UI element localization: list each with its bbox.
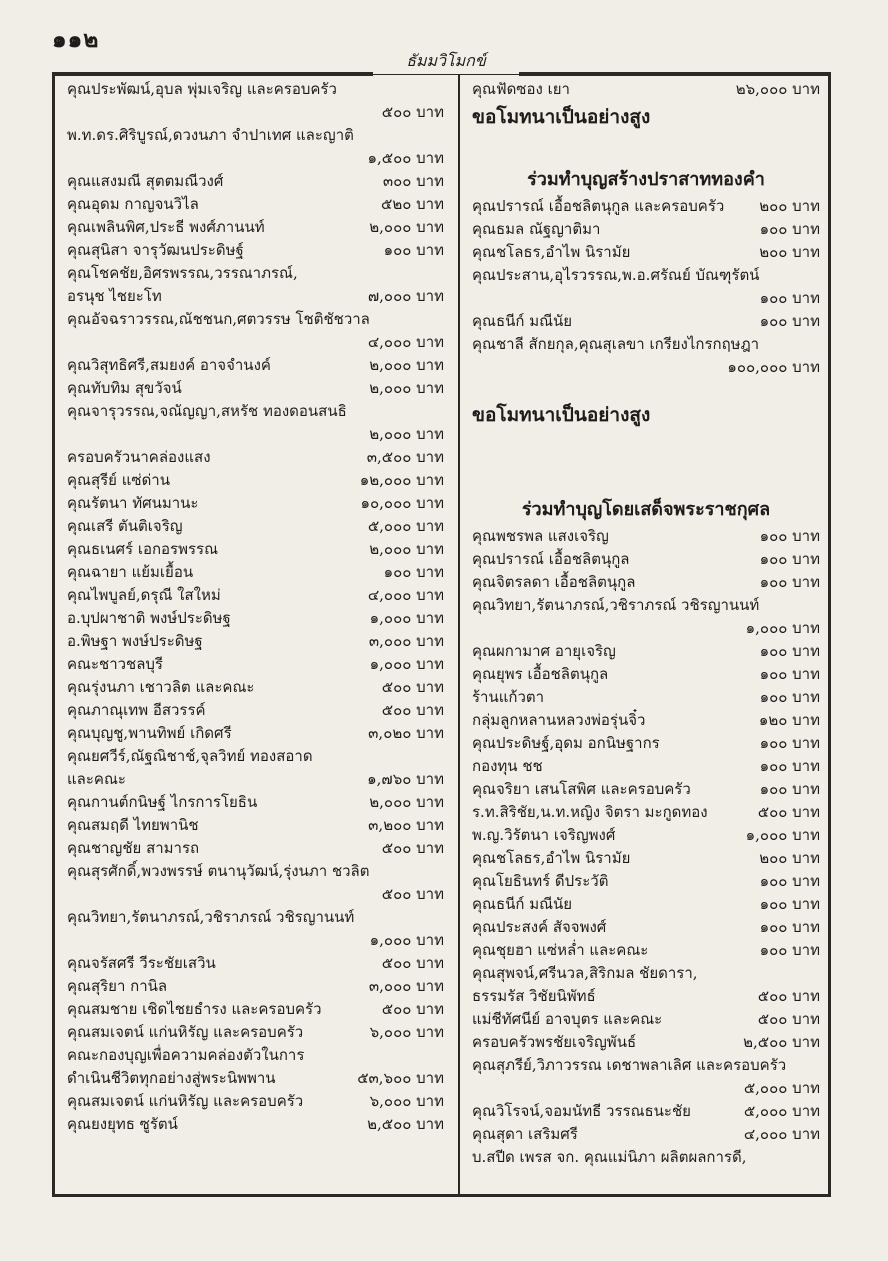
donation-amount: ๕๐๐ บาท <box>757 987 820 1005</box>
section-heading: ขอโมทนาเป็นอย่างสูง <box>472 404 651 426</box>
donation-amount: ๑,๐๐๐ บาท <box>745 619 820 637</box>
donation-amount: ๕๐๐ บาท <box>381 678 444 696</box>
donation-amount: ๑๐๐ บาท <box>383 241 444 259</box>
donation-amount: ๖,๐๐๐ บาท <box>369 1023 444 1041</box>
donation-amount: ๑๐๐ บาท <box>759 941 820 959</box>
donor-name: คุณสุนิสา จารุวัฒนประดิษฐ์ <box>67 241 244 259</box>
donor-name: ดำเนินชีวิตทุกอย่างสู่พระนิพพาน <box>67 1069 276 1087</box>
donation-amount: ๔,๐๐๐ บาท <box>743 1125 820 1143</box>
donation-amount: ๓,๒๐๐ บาท <box>368 816 444 834</box>
donor-name: คุณสุรศักดิ์,พวงพรรษ์ ตนานุวัฒน์,รุ่งนภา ชวลิต <box>67 862 370 880</box>
donor-name: คุณสมเจตน์ แก่นหิรัญ และครอบครัว <box>67 1092 304 1110</box>
header-rule-left <box>55 74 373 76</box>
donation-amount: ๑๐๐,๐๐๐ บาท <box>727 358 820 376</box>
donor-name: คุณจารุวรรณ,จณัญญา,สหรัช ทองดอนสนธิ <box>67 402 347 420</box>
donor-name: คุณโยธินทร์ ดีประวัติ <box>472 872 609 890</box>
donation-amount: ๒,๕๐๐ บาท <box>367 1115 444 1133</box>
donor-row <box>67 193 444 216</box>
donation-amount: ๒๐๐ บาท <box>759 197 820 215</box>
donor-name: คุณสมฤดี ไทยพานิช <box>67 816 199 834</box>
donor-name: คุณสุริยา กานิล <box>67 977 168 995</box>
spacer <box>472 133 820 165</box>
donor-name: คุณสุพจน์,ศรีนวล,สิริกมล ชัยดารา, <box>472 964 698 982</box>
donor-name: คณะชาวชลบุรี <box>67 655 163 673</box>
donor-row <box>67 1067 444 1090</box>
donation-amount: ๓๐๐ บาท <box>382 172 444 190</box>
donor-row <box>472 916 820 939</box>
header-rule-right <box>519 74 831 76</box>
donor-row <box>67 975 444 998</box>
donor-name: พ.ญ.วิรัตนา เจริญพงศ์ <box>472 826 616 844</box>
donor-row <box>67 837 444 860</box>
column-divider <box>458 75 460 1194</box>
donation-amount: ๑๐๐ บาท <box>759 550 820 568</box>
donor-name: คุณแสงมณี สุตตมณีวงศ์ <box>67 172 224 190</box>
donor-row <box>472 1008 820 1031</box>
spacer <box>472 379 820 399</box>
donor-name: คุณกานต์กนิษฐ์ ไกรการโยธิน <box>67 793 258 811</box>
donation-amount: ๑๐๐ บาท <box>759 312 820 330</box>
donor-row <box>67 446 444 469</box>
donation-amount: ๑,๐๐๐ บาท <box>369 931 444 949</box>
donation-amount: ๔,๐๐๐ บาท <box>367 586 444 604</box>
running-title: ธัมมวิโมกข์ <box>373 49 519 74</box>
donation-amount: ๑,๐๐๐ บาท <box>745 826 820 844</box>
donor-row <box>67 814 444 837</box>
donor-name: กลุ่มลูกหลานหลวงพ่อรุ่นจิ๋ว <box>472 711 646 729</box>
donation-amount: ๓,๐๐๐ บาท <box>368 977 444 995</box>
donor-row <box>472 686 820 709</box>
donation-amount: ๑,๐๐๐ บาท <box>369 609 444 627</box>
donor-name: ครอบครัวนาคล่องแสง <box>67 448 211 466</box>
donor-name: คุณวิโรจน์,จอมนัทธี วรรณธนะชัย <box>472 1102 691 1120</box>
donor-name: คุณวิสุทธิศรี,สมยงค์ อาจจำนงค์ <box>67 356 271 374</box>
donor-row <box>472 985 820 1008</box>
donor-name: คุณปรารณ์ เอื้อชลิตนุกูล และครอบครัว <box>472 197 725 215</box>
donor-name: คุณรุ่งนภา เชาวลิต และคณะ <box>67 678 255 696</box>
donor-name: คุณสุรีย์ แซ่ด่าน <box>67 471 170 489</box>
donation-amount: ๓,๐๒๐ บาท <box>368 724 444 742</box>
donor-name: คุณอัจฉราวรรณ,ณัชชนก,ศตวรรษ โชติชัชวาล <box>67 310 370 328</box>
donation-amount: ๒๐๐ บาท <box>759 243 820 261</box>
donor-name: คุณประสงค์ สัจจพงศ์ <box>472 918 607 936</box>
donor-row <box>472 640 820 663</box>
donor-row <box>67 170 444 193</box>
donor-name: บ.สปีด เพรส จก. คุณแม่นิภา ผลิตผลการดี, <box>472 1148 747 1166</box>
donor-row <box>472 525 820 548</box>
donor-name: คุณอุดม กาญจนวิไล <box>67 195 199 213</box>
donor-row <box>472 709 820 732</box>
donation-amount: ๑๐๐ บาท <box>759 665 820 683</box>
donor-name: คุณเพลินพิศ,ประธี พงศ์ภานนท์ <box>67 218 265 236</box>
donor-name: อ.บุปผาชาติ พงษ์ประดิษฐ <box>67 609 231 627</box>
donation-amount: ๕๐๐ บาท <box>381 1000 444 1018</box>
donor-row <box>472 571 820 594</box>
donation-amount: ๑๐๐ บาท <box>759 780 820 798</box>
donor-row <box>472 310 820 333</box>
donation-amount: ๒,๐๐๐ บาท <box>369 218 444 236</box>
donation-amount: ๒๖,๐๐๐ บาท <box>735 80 820 98</box>
donor-name: คุณธนีก์ มณีนัย <box>472 312 573 330</box>
donor-row <box>67 722 444 745</box>
donor-name: คุณสุภรีย์,วิภาวรรณ เดชาพลาเลิศ และครอบครัว <box>472 1056 787 1074</box>
donor-row <box>67 492 444 515</box>
donor-name: คุณผกามาศ อายุเจริญ <box>472 642 616 660</box>
section-heading: ขอโมทนาเป็นอย่างสูง <box>472 106 651 128</box>
donation-amount: ๖,๐๐๐ บาท <box>369 1092 444 1110</box>
donation-amount: ๕๐๐ บาท <box>757 803 820 821</box>
donor-row <box>67 1113 444 1136</box>
left-column <box>67 78 444 1136</box>
donor-row <box>472 732 820 755</box>
donor-name: คุณธมล ณัฐญาติมา <box>472 220 601 238</box>
donor-name: อ.พิษฐา พงษ์ประดิษฐ <box>67 632 203 650</box>
donor-row <box>67 469 444 492</box>
donation-amount: ๑,๕๐๐ บาท <box>367 149 444 167</box>
donor-row <box>67 515 444 538</box>
donation-amount: ๑๐๐ บาท <box>759 734 820 752</box>
donor-row <box>472 78 820 101</box>
donor-name: ธรรมรัส วิชัยนิพัทธ์ <box>472 987 596 1005</box>
donation-amount: ๕,๐๐๐ บาท <box>743 1102 820 1120</box>
donation-amount: ๑๐๐ บาท <box>759 220 820 238</box>
donation-amount: ๓,๕๐๐ บาท <box>366 448 444 466</box>
donor-name: คุณจิตรลดา เอื้อชลิตนุกูล <box>472 573 636 591</box>
donor-name: คุณปรารณ์ เอื้อชลิตนุกูล <box>472 550 630 568</box>
donor-row <box>67 538 444 561</box>
donation-amount: ๒,๐๐๐ บาท <box>369 540 444 558</box>
donor-name: คุณวิทยา,รัตนาภรณ์,วชิราภรณ์ วชิรญานนท์ <box>472 596 760 614</box>
donation-amount: ๕,๐๐๐ บาท <box>743 1079 820 1097</box>
donor-row <box>472 195 820 218</box>
donation-amount: ๕,๐๐๐ บาท <box>367 517 444 535</box>
donor-name: คุณประดิษฐ์,อุดม อกนิษฐากร <box>472 734 660 752</box>
donor-name: คุณทับทิม สุขวัจน์ <box>67 379 182 397</box>
donation-amount: ๕๓,๖๐๐ บาท <box>357 1069 444 1087</box>
donation-amount: ๑๒๐ บาท <box>758 711 820 729</box>
donor-name: คุณสมชาย เชิดไชยธำรง และครอบครัว <box>67 1000 322 1018</box>
donor-row <box>472 548 820 571</box>
donor-row <box>67 653 444 676</box>
donor-name: คุณชโลธร,อำไพ นิรามัย <box>472 849 631 867</box>
donor-name: และคณะ <box>67 770 126 788</box>
donation-amount: ๗,๐๐๐ บาท <box>367 287 444 305</box>
donor-row <box>472 847 820 870</box>
content-frame <box>52 51 831 1197</box>
donation-amount: ๑๒,๐๐๐ บาท <box>359 471 444 489</box>
donor-name: คุณฉายา แย้มเยื้อน <box>67 563 194 581</box>
donor-name: คุณชโลธร,อำไพ นิรามัย <box>472 243 631 261</box>
donor-name: อรนุช ไชยะโท <box>67 287 162 305</box>
donor-name: คุณพชรพล แสงเจริญ <box>472 527 609 545</box>
spacer <box>472 431 820 495</box>
donor-row <box>67 239 444 262</box>
donor-name: คุณธนีก์ มณีนัย <box>472 895 573 913</box>
donor-row <box>67 216 444 239</box>
donor-row <box>67 354 444 377</box>
donor-row <box>472 218 820 241</box>
donor-row <box>67 1021 444 1044</box>
donation-amount: ๑๐๐ บาท <box>759 895 820 913</box>
donation-amount: ๑๐๐ บาท <box>759 527 820 545</box>
donation-amount: ๕๐๐ บาท <box>757 1010 820 1028</box>
donor-name: คุณบุญชู,พานทิพย์ เกิดศรี <box>67 724 232 742</box>
donor-name: คุณวิทยา,รัตนาภรณ์,วชิราภรณ์ วชิรญานนท์ <box>67 908 355 926</box>
donor-row <box>67 377 444 400</box>
donor-name: ร.ท.สิริชัย,น.ท.หญิง จิตรา มะกูดทอง <box>472 803 708 821</box>
donor-row <box>67 699 444 722</box>
donor-name: คุณชุยฮา แซ่หล่ำ และคณะ <box>472 941 649 959</box>
donor-name: คุณภาณุเทพ อีสวรรค์ <box>67 701 206 719</box>
donor-row <box>67 630 444 653</box>
donor-row <box>67 561 444 584</box>
donation-amount: ๕๐๐ บาท <box>381 839 444 857</box>
donor-row <box>67 998 444 1021</box>
section-heading: ร่วมทำบุญโดยเสด็จพระราชกุศล <box>521 499 771 520</box>
donation-amount: ๕๒๐ บาท <box>381 195 444 213</box>
donor-row <box>472 1123 820 1146</box>
donation-amount: ๑,๗๖๐ บาท <box>367 770 444 788</box>
donor-row <box>67 1090 444 1113</box>
donation-amount: ๑๐๐ บาท <box>759 289 820 307</box>
donor-name: คุณไพบูลย์,ดรุณี ใสใหม่ <box>67 586 221 604</box>
donor-row <box>472 663 820 686</box>
right-column <box>472 78 820 1169</box>
donation-amount: ๒,๐๐๐ บาท <box>369 356 444 374</box>
donor-name: คุณประสาน,อุไรวรรณ,พ.อ.ศรัณย์ บัณฑุรัตน์ <box>472 266 760 284</box>
donation-amount: ๑๐๐ บาท <box>759 688 820 706</box>
donor-row <box>472 801 820 824</box>
donation-amount: ๑๐,๐๐๐ บาท <box>360 494 444 512</box>
donor-row <box>472 778 820 801</box>
section-heading: ร่วมทำบุญสร้างปราสาททองคำ <box>527 169 765 190</box>
donation-amount: ๑๐๐ บาท <box>759 872 820 890</box>
donor-row <box>472 1100 820 1123</box>
donor-row <box>67 607 444 630</box>
page-number: ๑๑๒ <box>52 26 100 53</box>
donor-row <box>67 791 444 814</box>
donor-name: คุณยศวีร์,ณัฐณิชาช์,จุลวิทย์ ทองสอาด <box>67 747 313 765</box>
donation-amount: ๑๐๐ บาท <box>759 918 820 936</box>
donor-name: คุณยุพร เอื้อชลิตนุกูล <box>472 665 609 683</box>
donor-row <box>472 870 820 893</box>
donation-amount: ๒,๐๐๐ บาท <box>369 793 444 811</box>
donor-name: คุณจรัสศรี วีระชัยเสวิน <box>67 954 216 972</box>
donor-name: คุณสมเจตน์ แก่นหิรัญ และครอบครัว <box>67 1023 304 1041</box>
donor-row <box>472 824 820 847</box>
donation-amount: ๒๐๐ บาท <box>759 849 820 867</box>
donation-amount: ๑,๐๐๐ บาท <box>369 655 444 673</box>
donation-amount: ๑๐๐ บาท <box>759 757 820 775</box>
donor-row <box>472 893 820 916</box>
donation-amount: ๕๐๐ บาท <box>381 885 444 903</box>
donor-row <box>67 584 444 607</box>
donation-amount: ๑๐๐ บาท <box>383 563 444 581</box>
donor-name: คุณประพัฒน์,อุบล พุ่มเจริญ และครอบครัว <box>67 80 337 98</box>
donor-name: กองทุน ชช <box>472 757 543 775</box>
donation-amount: ๕๐๐ บาท <box>381 954 444 972</box>
donor-name: คุณยงยุทธ ซูรัตน์ <box>67 1115 178 1133</box>
donor-name: คุณเสรี ตันติเจริญ <box>67 517 183 535</box>
donor-name: คุณฟัดซอง เยา <box>472 80 570 98</box>
donation-amount: ๑๐๐ บาท <box>759 642 820 660</box>
donor-name: คุณชาลี สักยกุล,คุณสุเลขา เกรียงไกรกฤษฎา <box>472 335 760 353</box>
donation-amount: ๑๐๐ บาท <box>759 573 820 591</box>
donation-amount: ๓,๐๐๐ บาท <box>368 632 444 650</box>
donor-row <box>67 676 444 699</box>
donation-amount: ๒,๐๐๐ บาท <box>369 425 444 443</box>
donation-amount: ๒,๕๐๐ บาท <box>743 1033 820 1051</box>
donor-name: คุณชาญชัย สามารถ <box>67 839 200 857</box>
donor-name: ครอบครัวพรชัยเจริญพันธ์ <box>472 1033 637 1051</box>
donor-name: คุณโชคชัย,อิศรพรรณ,วรรณาภรณ์, <box>67 264 298 282</box>
donor-name: พ.ท.ดร.ศิริบูรณ์,ดวงนภา จำปาเทศ และญาติ <box>67 126 354 144</box>
donor-row <box>67 285 444 308</box>
donor-row <box>472 939 820 962</box>
donor-name: ร้านแก้วตา <box>472 688 545 706</box>
donor-name: คุณสุดา เสริมศรี <box>472 1125 578 1143</box>
donor-row <box>472 1031 820 1054</box>
donor-name: แม่ชีทัศนีย์ อาจบุตร และคณะ <box>472 1010 663 1028</box>
donor-row <box>472 241 820 264</box>
donor-row <box>67 768 444 791</box>
donor-name: คุณธเนศร์ เอกอรพรรณ <box>67 540 219 558</box>
donor-row <box>67 952 444 975</box>
donation-amount: ๒,๐๐๐ บาท <box>369 379 444 397</box>
donor-name: คุณรัตนา ทัศนมานะ <box>67 494 199 512</box>
donation-amount: ๔,๐๐๐ บาท <box>367 333 444 351</box>
donor-row <box>472 755 820 778</box>
donation-amount: ๕๐๐ บาท <box>381 103 444 121</box>
donor-name: คณะกองบุญเพื่อความคล่องตัวในการ <box>67 1046 305 1064</box>
donor-name: คุณจริยา เสนโสพิศ และครอบครัว <box>472 780 691 798</box>
donation-amount: ๕๐๐ บาท <box>381 701 444 719</box>
